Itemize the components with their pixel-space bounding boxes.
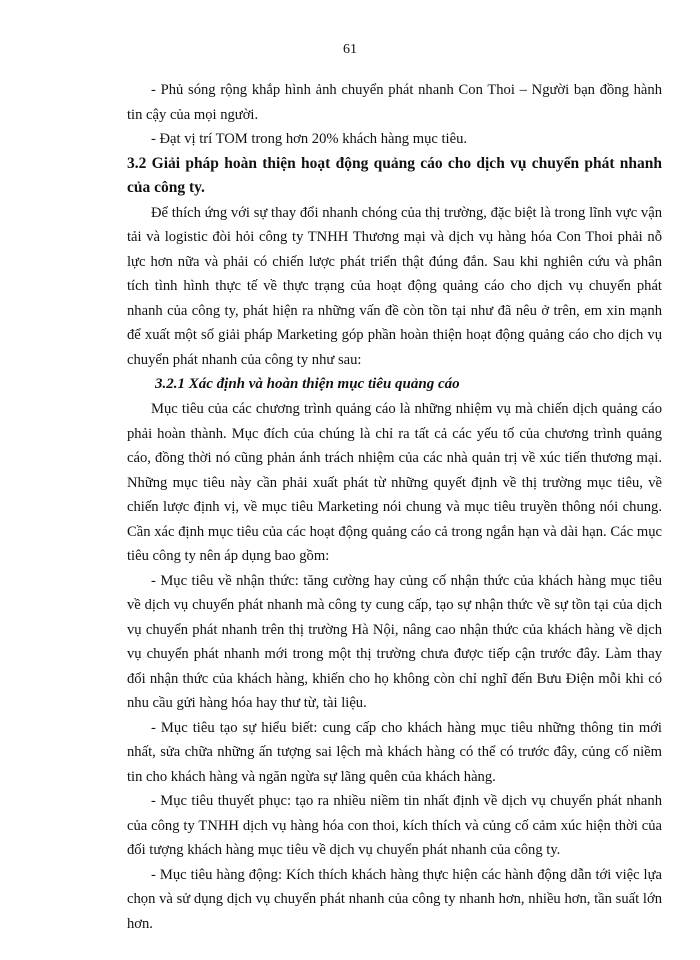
bullet-paragraph: - Phủ sóng rộng khắp hình ảnh chuyển phát nhanh Con Thoi – Người bạn đồng hành tin cậy của mọi người.: [127, 82, 662, 123]
objective-paragraph: - Mục tiêu về nhận thức: tăng cường hay củng cố nhận thức của khách hàng mục tiêu về dịch vụ chuyển phát nhanh mà công ty cung cấp, tạo sự nhận thức về sự tồn tại của dịch vụ chuyển phát nhanh trên thị trường Hà Nội, nâng cao nhận thức của khách hàng về dịch vụ chuyển phát nhanh mới trong một thị trường chưa được tiếp cận trước đây. Làm thay đổi nhận thức của khách hàng, khiến cho họ không còn chỉ nghĩ đến Bưu Điện mỗi khi có nhu cầu gửi hàng hóa hay thư từ, tài liệu.: [127, 572, 662, 711]
bullet-paragraph: - Đạt vị trí TOM trong hơn 20% khách hàng mục tiêu.: [151, 131, 468, 147]
page-number: 61: [343, 42, 357, 57]
section-heading: 3.2 Giải pháp hoàn thiện hoạt động quảng cáo cho dịch vụ chuyển phát nhanh của công ty.: [127, 154, 662, 196]
page-content: [127, 78, 662, 936]
objective-paragraph: - Mục tiêu thuyết phục: tạo ra nhiều niềm tin nhất định về dịch vụ chuyển phát nhanh của công ty TNHH dịch vụ hàng hóa con thoi, kích thích và củng cố cảm xúc hiện thời của đối tượng khách hàng mục tiêu về dịch vụ chuyển phát nhanh của công ty.: [127, 793, 662, 858]
body-paragraph: Để thích ứng với sự thay đổi nhanh chóng của thị trường, đặc biệt là trong lĩnh vực vận tải và logistic đòi hỏi công ty TNHH Thương mại và dịch vụ hàng hóa Con Thoi phải nỗ lực hơn nữa và phải có chiến lược phát triển thật đúng đắn. Sau khi nghiên cứu và phân tích tình hình thực tế về thực trạng của hoạt động quảng cáo cho dịch vụ chuyển phát nhanh của công ty, phát hiện ra những vấn đề còn tồn tại như đã nêu ở trên, em xin mạnh để xuất một số giải pháp Marketing góp phần hoàn thiện hoạt động quảng cáo cho dịch vụ chuyển phát nhanh của công ty như sau:: [127, 204, 662, 368]
body-paragraph: Mục tiêu của các chương trình quảng cáo là những nhiệm vụ mà chiến dịch quảng cáo phải hoàn thành. Mục đích của chúng là chỉ ra tất cả các yếu tố của chương trình quảng cáo, đồng thời nó cũng phản ánh trách nhiệm của các nhà quản trị về xúc tiến thương mại. Những mục tiêu này cần phải xuất phát từ những quyết định về thị trường mục tiêu, về chiến lược định vị, về mục tiêu Marketing nói chung và mục tiêu truyền thông nói chung. Cần xác định mục tiêu của các hoạt động quảng cáo cả trong ngắn hạn và dài hạn. Các mục tiêu công ty nên áp dụng bao gồm:: [127, 401, 662, 564]
objective-paragraph: - Mục tiêu hàng động: Kích thích khách hàng thực hiện các hành động dẫn tới việc lựa chọn và sử dụng dịch vụ chuyển phát nhanh của công ty nhanh hơn, nhiều hơn, tần suất lớn hơn.: [127, 866, 662, 932]
subsection-heading: 3.2.1 Xác định và hoàn thiện mục tiêu quảng cáo: [155, 376, 460, 392]
objective-paragraph: - Mục tiêu tạo sự hiểu biết: cung cấp cho khách hàng mục tiêu những thông tin mới nhất, sửa chữa những ấn tượng sai lệch mà khách hàng có thể có trước đây, củng cố niềm tin cho khách hàng và ngăn ngừa sự lãng quên của khách hàng.: [127, 719, 662, 785]
